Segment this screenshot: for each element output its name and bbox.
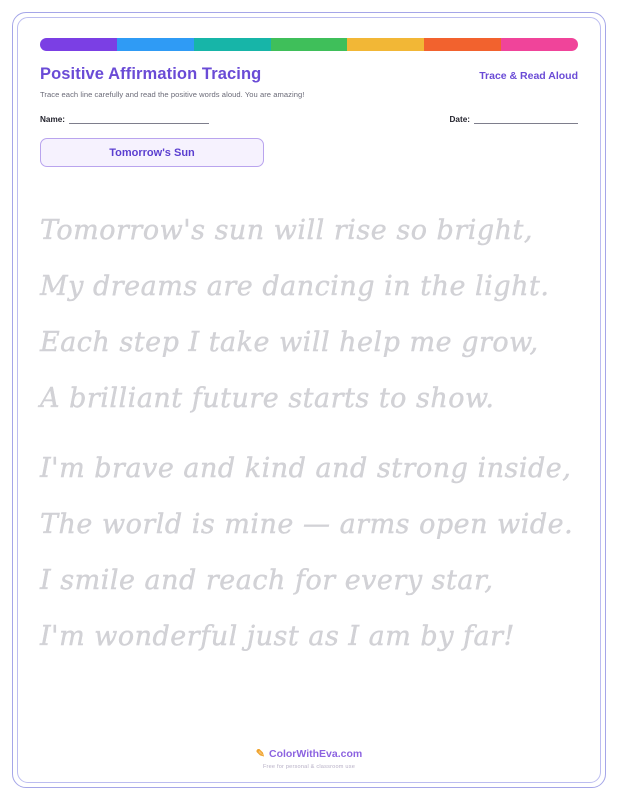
date-label: Date: — [449, 115, 470, 124]
name-write-line[interactable] — [69, 122, 209, 124]
page-title: Positive Affirmation Tracing — [40, 65, 262, 83]
color-bar-segment-3 — [194, 38, 271, 51]
theme-badge — [40, 138, 264, 167]
footer-brand-label[interactable]: ColorWithEva.com — [268, 747, 363, 760]
name-date-row — [40, 115, 578, 124]
color-bar-segment-7 — [501, 38, 578, 51]
color-bar-segment-6 — [424, 38, 501, 51]
color-bar-segment-1 — [40, 38, 117, 51]
worksheet-content — [40, 38, 578, 665]
date-field[interactable] — [450, 115, 578, 124]
color-bar — [40, 38, 578, 51]
footer-brand[interactable] — [256, 747, 362, 760]
date-write-line[interactable] — [474, 122, 578, 124]
trace-line: I'm wonderful just as I am by far! — [40, 621, 515, 652]
worksheet-instructions: Trace each line carefully and read the positive words aloud. You are amazing! — [40, 90, 305, 99]
color-bar-segment-2 — [117, 38, 194, 51]
trace-line: Tomorrow's sun will rise so bright, — [40, 215, 533, 246]
footer — [0, 744, 618, 770]
trace-line: Each step I take will help me grow, — [40, 327, 539, 358]
footer-license-note: Free for personal & classroom use — [262, 764, 356, 770]
trace-line: The world is mine — arms open wide. — [40, 509, 574, 540]
color-bar-segment-4 — [271, 38, 348, 51]
header-tagline: Trace & Read Aloud — [479, 70, 578, 82]
stanza-gap — [40, 427, 578, 441]
name-field[interactable] — [40, 115, 209, 124]
theme-badge-label: Tomorrow's Sun — [109, 146, 195, 159]
trace-line: My dreams are dancing in the light. — [40, 271, 550, 302]
pencil-icon: ✎ — [255, 748, 265, 760]
name-label: Name: — [40, 115, 66, 124]
color-bar-segment-5 — [347, 38, 424, 51]
trace-line: I smile and reach for every star, — [40, 565, 494, 596]
trace-line: I'm brave and kind and strong inside, — [40, 453, 572, 484]
worksheet-header — [40, 65, 578, 84]
trace-line: A brilliant future starts to show. — [40, 383, 495, 414]
tracing-area — [40, 203, 578, 665]
